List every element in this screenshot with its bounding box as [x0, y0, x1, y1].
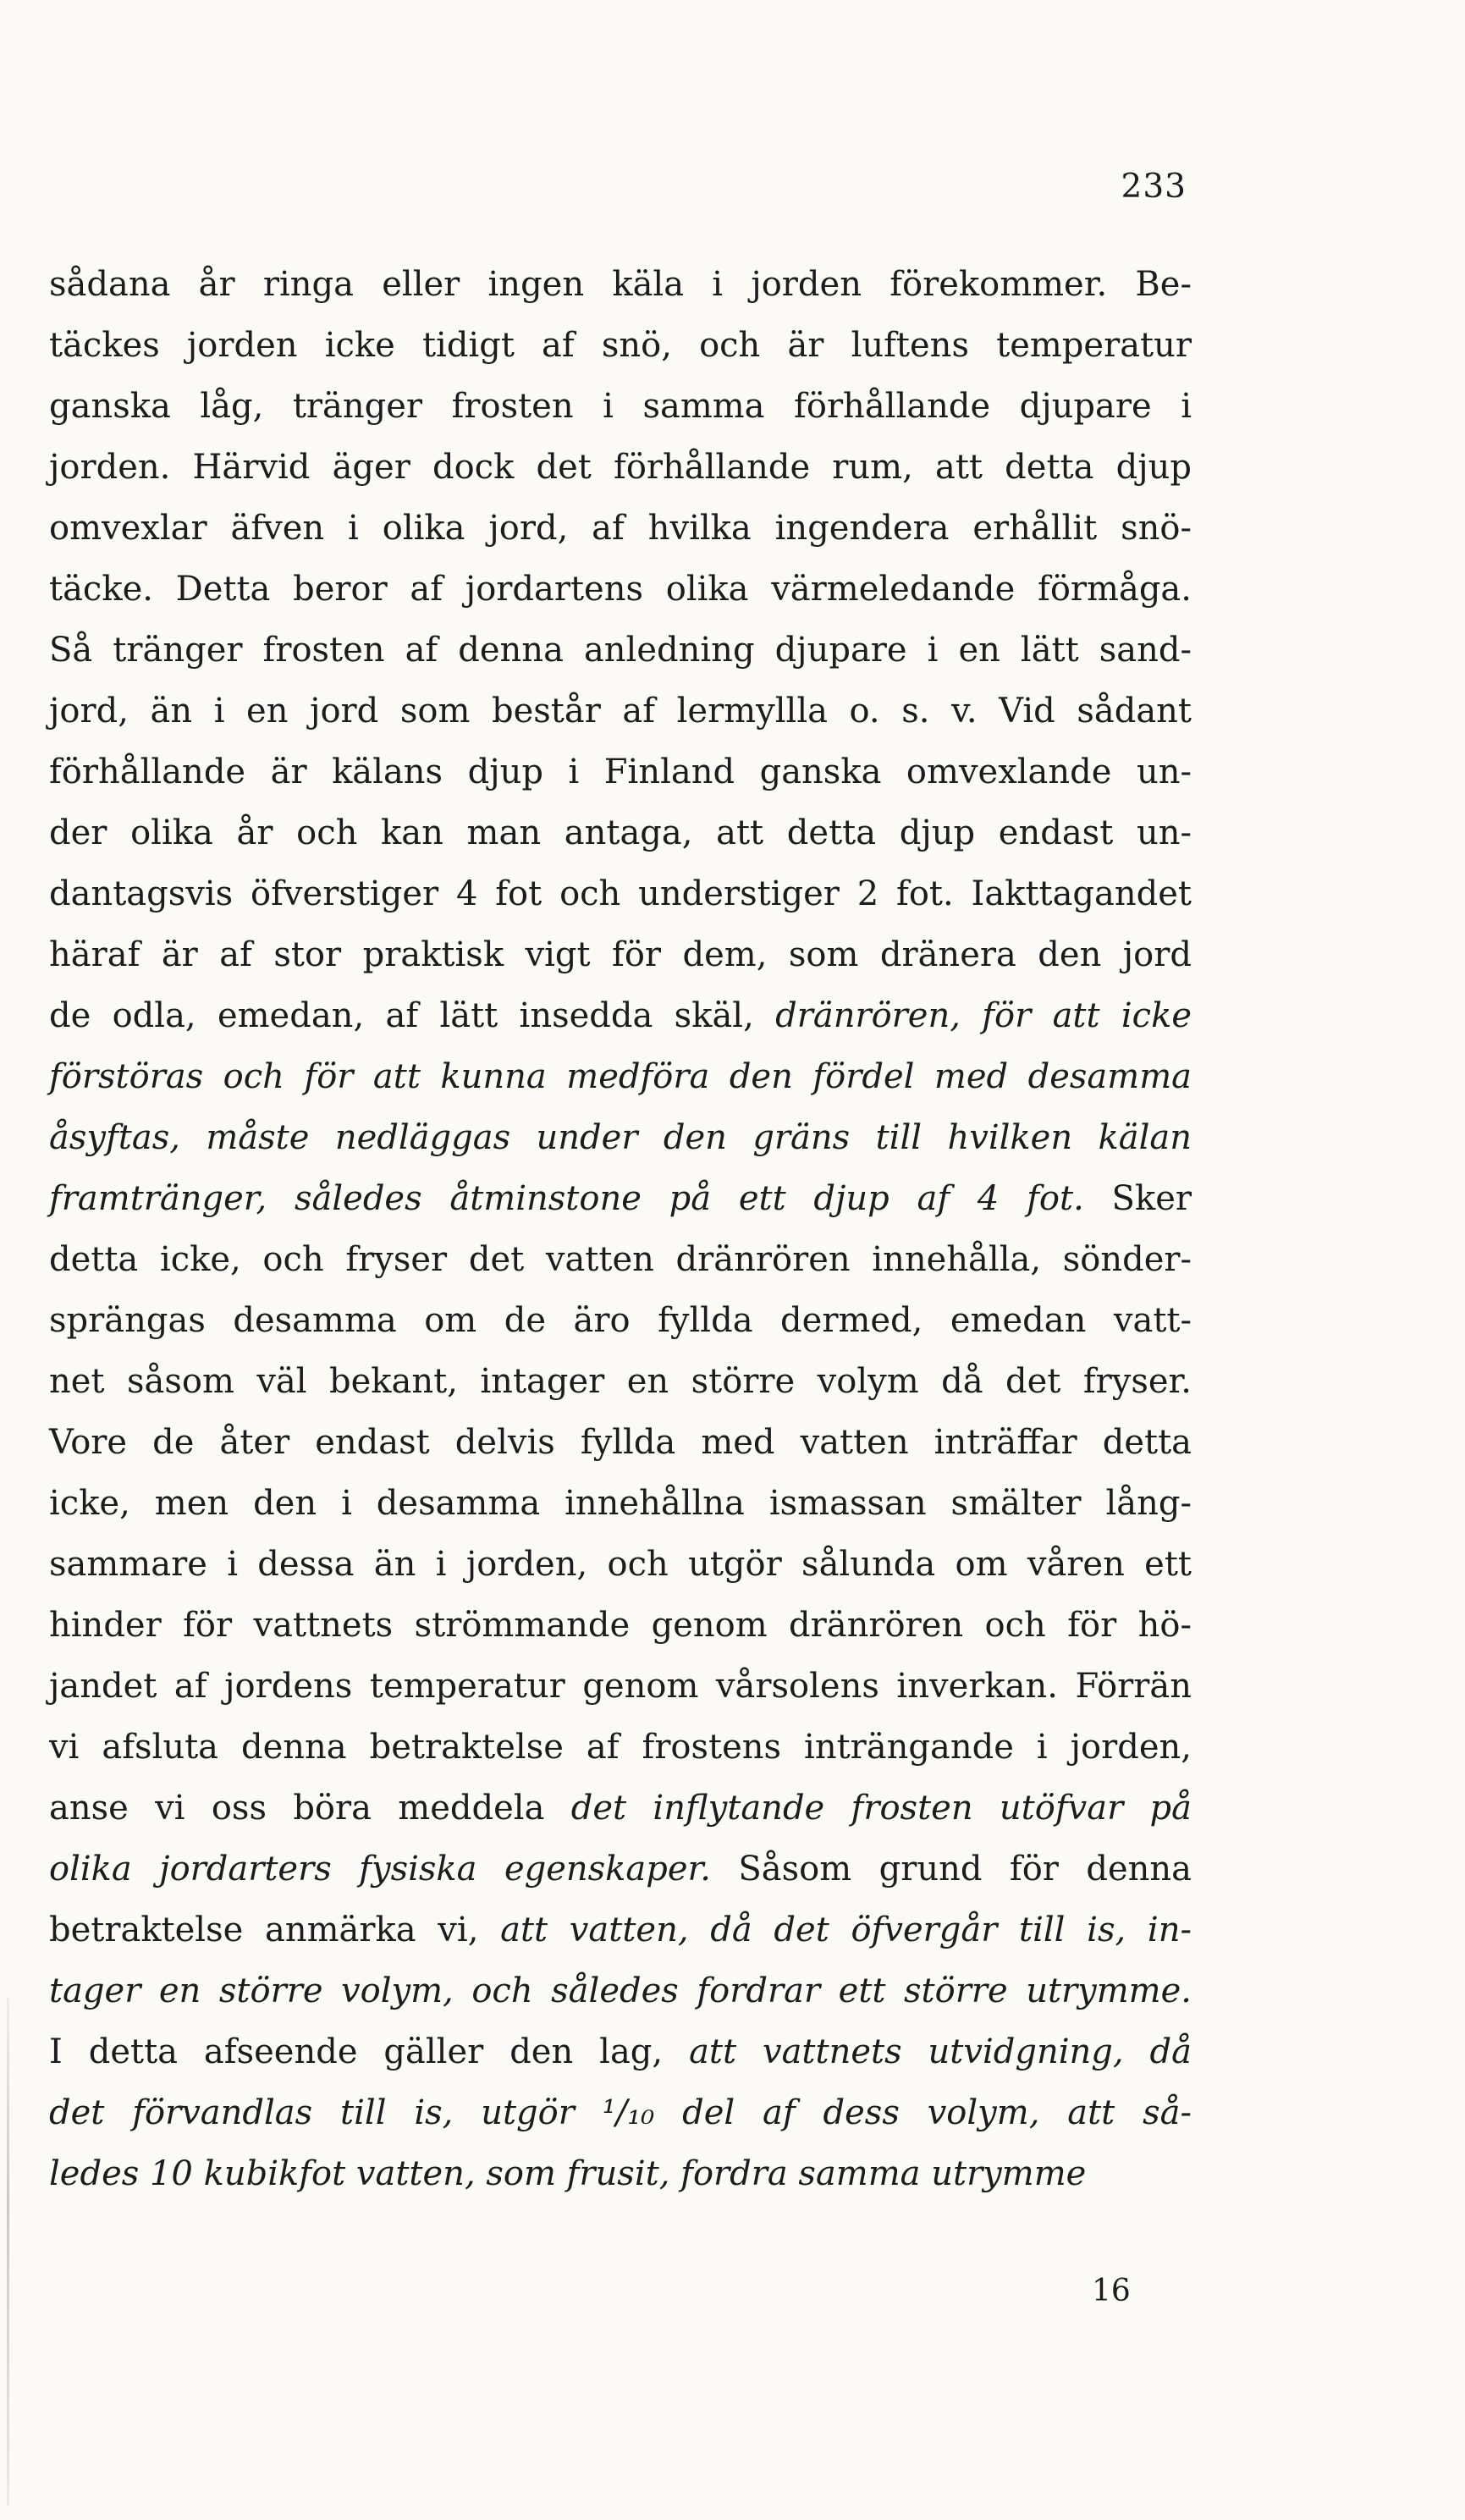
text-line-2: täckes jorden icke tidigt af snö, och är luftens temperatur: [49, 326, 1192, 365]
text-line-23: hinder för vattnets strömmande genom dränrören och för hö-: [49, 1606, 1192, 1645]
italic-phrase: dränrören, för att icke: [775, 996, 1192, 1035]
text-line-5: omvexlar äfven i olika jord, af hvilka ingendera erhållit snö-: [49, 509, 1192, 548]
binding-edge: [7, 1998, 9, 2506]
text-line-31: [49, 2082, 1192, 2143]
text-line-10: der olika år och kan man antaga, att detta djup endast un-: [49, 813, 1192, 852]
text-line-8: jord, än i en jord som består af lermyllla o. s. v. Vid sådant: [49, 692, 1192, 731]
text-line-32: [49, 2143, 1192, 2204]
italic-phrase: tager en större volym, och således fordrar ett större utrymme.: [49, 1971, 1192, 2010]
text-line-11: dantagsvis öfverstiger 4 fot och understiger 2 fot. Iakttagandet: [49, 874, 1192, 913]
text-line-28: betraktelse anmärka vi, att vatten, då det öfvergår till is, in-: [49, 1911, 1192, 1949]
italic-phrase: olika jordarters fysiska egenskaper.: [49, 1850, 711, 1889]
text-line-22: sammare i dessa än i jorden, och utgör sålunda om våren ett: [49, 1545, 1192, 1584]
text-line-15: [49, 1107, 1192, 1168]
text-line-13: de odla, emedan, af lätt insedda skäl, dränrören, för att icke: [49, 996, 1192, 1035]
text-line-17: detta icke, och fryser det vatten dränrören innehålla, sönder-: [49, 1240, 1192, 1279]
text-line-24: jandet af jordens temperatur genom vårsolens inverkan. Förrän: [49, 1667, 1192, 1706]
text-line-1: sådana år ringa eller ingen käla i jorden förekommer. Be-: [49, 265, 1192, 304]
text-line-3: ganska låg, tränger frosten i samma förhållande djupare i: [49, 387, 1192, 426]
signature-mark: 16: [1092, 2274, 1131, 2308]
text-line-9: förhållande är kälans djup i Finland ganska omvexlande un-: [49, 753, 1192, 791]
body-text: [49, 254, 1192, 2204]
text-line-7: Så tränger frosten af denna anledning djupare i en lätt sand-: [49, 631, 1192, 670]
text-line-26: anse vi oss böra meddela det inflytande frosten utöfvar på: [49, 1789, 1192, 1828]
italic-phrase: ledes 10 kubikfot vatten, som frusit, fordra samma utrymme: [49, 2154, 1087, 2193]
italic-phrase: att vatten, då det öfvergår till is, in-: [500, 1911, 1192, 1949]
text-line-18: sprängas desamma om de äro fyllda dermed, emedan vatt-: [49, 1301, 1192, 1340]
text-line-21: icke, men den i desamma innehållna ismassan smälter lång-: [49, 1484, 1192, 1523]
text-line-25: vi afsluta denna betraktelse af frostens inträngande i jorden,: [49, 1728, 1192, 1767]
text-line-4: jorden. Härvid äger dock det förhållande rum, att detta djup: [49, 448, 1192, 487]
italic-phrase: det inflytande frosten utöfvar på: [570, 1789, 1192, 1828]
page-number: 233: [1121, 168, 1187, 206]
italic-phrase: framtränger, således åtminstone på ett djup af 4 fot.: [49, 1179, 1084, 1218]
text-line-29: [49, 1960, 1192, 2021]
text-line-30: I detta afseende gäller den lag, att vattnets utvidgning, då: [49, 2032, 1192, 2071]
italic-phrase: förstöras och för att kunna medföra den fördel med desamma: [49, 1057, 1192, 1096]
text-line-16: framtränger, således åtminstone på ett djup af 4 fot. Sker: [49, 1179, 1192, 1218]
text-line-14: [49, 1046, 1192, 1107]
text-line-20: Vore de åter endast delvis fyllda med vatten inträffar detta: [49, 1423, 1192, 1462]
text-line-19: net såsom väl bekant, intager en större volym då det fryser.: [49, 1362, 1192, 1401]
text-line-12: häraf är af stor praktisk vigt för dem, som dränera den jord: [49, 935, 1192, 974]
italic-phrase: att vattnets utvidgning, då: [689, 2032, 1192, 2071]
text-line-27: olika jordarters fysiska egenskaper. Såsom grund för denna: [49, 1850, 1192, 1889]
text-line-6: täcke. Detta beror af jordartens olika värmeledande förmåga.: [49, 570, 1192, 609]
italic-phrase: det förvandlas till is, utgör ¹/₁₀ del af dess volym, att så-: [49, 2093, 1192, 2132]
italic-phrase: åsyftas, måste nedläggas under den gräns till hvilken kälan: [49, 1118, 1192, 1157]
